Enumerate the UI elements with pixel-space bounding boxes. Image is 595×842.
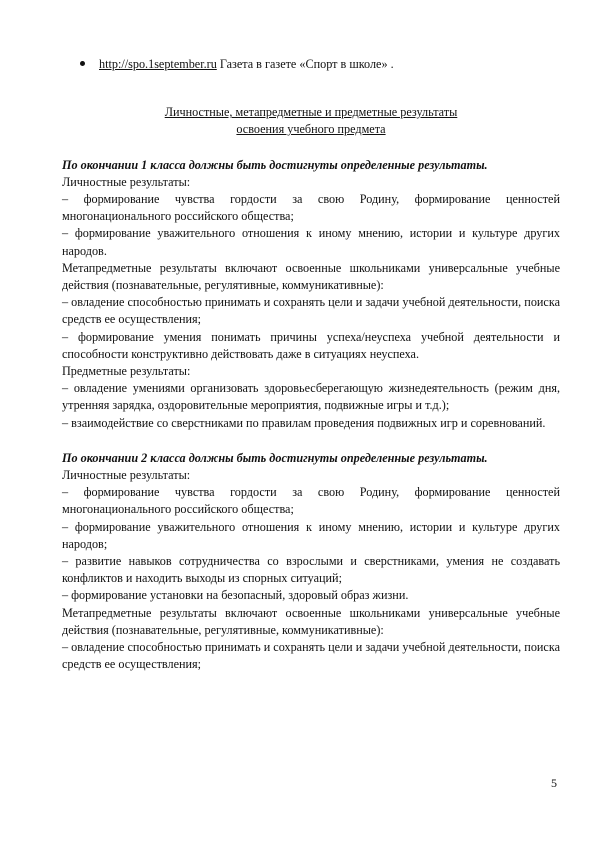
- list-item: – овладение способностью принимать и сохранять цели и задачи учебной деятельности, поиска средств ее осуществления;: [62, 640, 560, 672]
- section-spacer: [62, 432, 560, 450]
- section-grade-2: [62, 450, 560, 674]
- list-item: – формирование чувства гордости за свою Родину, формирование ценностей многонационального российского общества;: [62, 485, 560, 517]
- meta-results-intro: Метапредметные результаты включают освоенные школьниками универсальные учебные действия (познавательные, регулятивные, коммуникативные):: [62, 260, 560, 293]
- results-heading: [62, 104, 560, 138]
- list-item: – формирование уважительного отношения к иному мнению, истории и культуре других народов;: [62, 519, 560, 551]
- section-title: По окончании 2 класса должны быть достигнуты определенные результаты.: [62, 450, 488, 465]
- section-title: По окончании 1 класса должны быть достигнуты определенные результаты.: [62, 157, 488, 172]
- resource-description: Газета в газете «Спорт в школе» .: [219, 57, 394, 71]
- list-item: – развитие навыков сотрудничества со взрослыми и сверстниками, умения не создавать конфликтов и находить выходы из спорных ситуаций;: [62, 554, 560, 586]
- heading-line-1: Личностные, метапредметные и предметные результаты: [164, 105, 458, 120]
- personal-results-label: Личностные результаты:: [62, 174, 191, 189]
- list-item: – формирование умения понимать причины успеха/неуспеха учебной деятельности и способности конструктивно действовать даже в ситуациях неуспеха.: [62, 329, 560, 361]
- list-item: – формирование уважительного отношения к иному мнению, истории и культуре других народов.: [62, 226, 560, 258]
- subject-results-label: Предметные результаты:: [62, 364, 191, 379]
- heading-line-2: освоения учебного предмета: [236, 122, 386, 137]
- personal-results-label: Личностные результаты:: [62, 468, 191, 483]
- section-grade-1: [62, 157, 560, 432]
- bullet-icon: [80, 61, 85, 66]
- list-item: – овладение способностью принимать и сохранять цели и задачи учебной деятельности, поиска средств ее осуществления;: [62, 295, 560, 327]
- list-item: – взаимодействие со сверстниками по правилам проведения подвижных игр и соревнований.: [62, 415, 546, 430]
- list-item: – овладение умениями организовать здоровьесберегающую жизнедеятельность (режим дня, утренняя зарядка, оздоровительные мероприятия, подвижные игры и т.д.);: [62, 381, 560, 413]
- list-item: – формирование установки на безопасный, здоровый образ жизни.: [62, 588, 409, 603]
- page-number: 5: [551, 776, 557, 790]
- list-item: – формирование чувства гордости за свою Родину, формирование ценностей многонационального российского общества;: [62, 192, 560, 224]
- resource-bullet: [62, 56, 560, 73]
- page-content: [62, 56, 560, 674]
- meta-results-intro: Метапредметные результаты включают освоенные школьниками универсальные учебные действия (познавательные, регулятивные, коммуникативные):: [62, 605, 560, 637]
- resource-link[interactable]: http://spo.1september.ru: [99, 57, 217, 71]
